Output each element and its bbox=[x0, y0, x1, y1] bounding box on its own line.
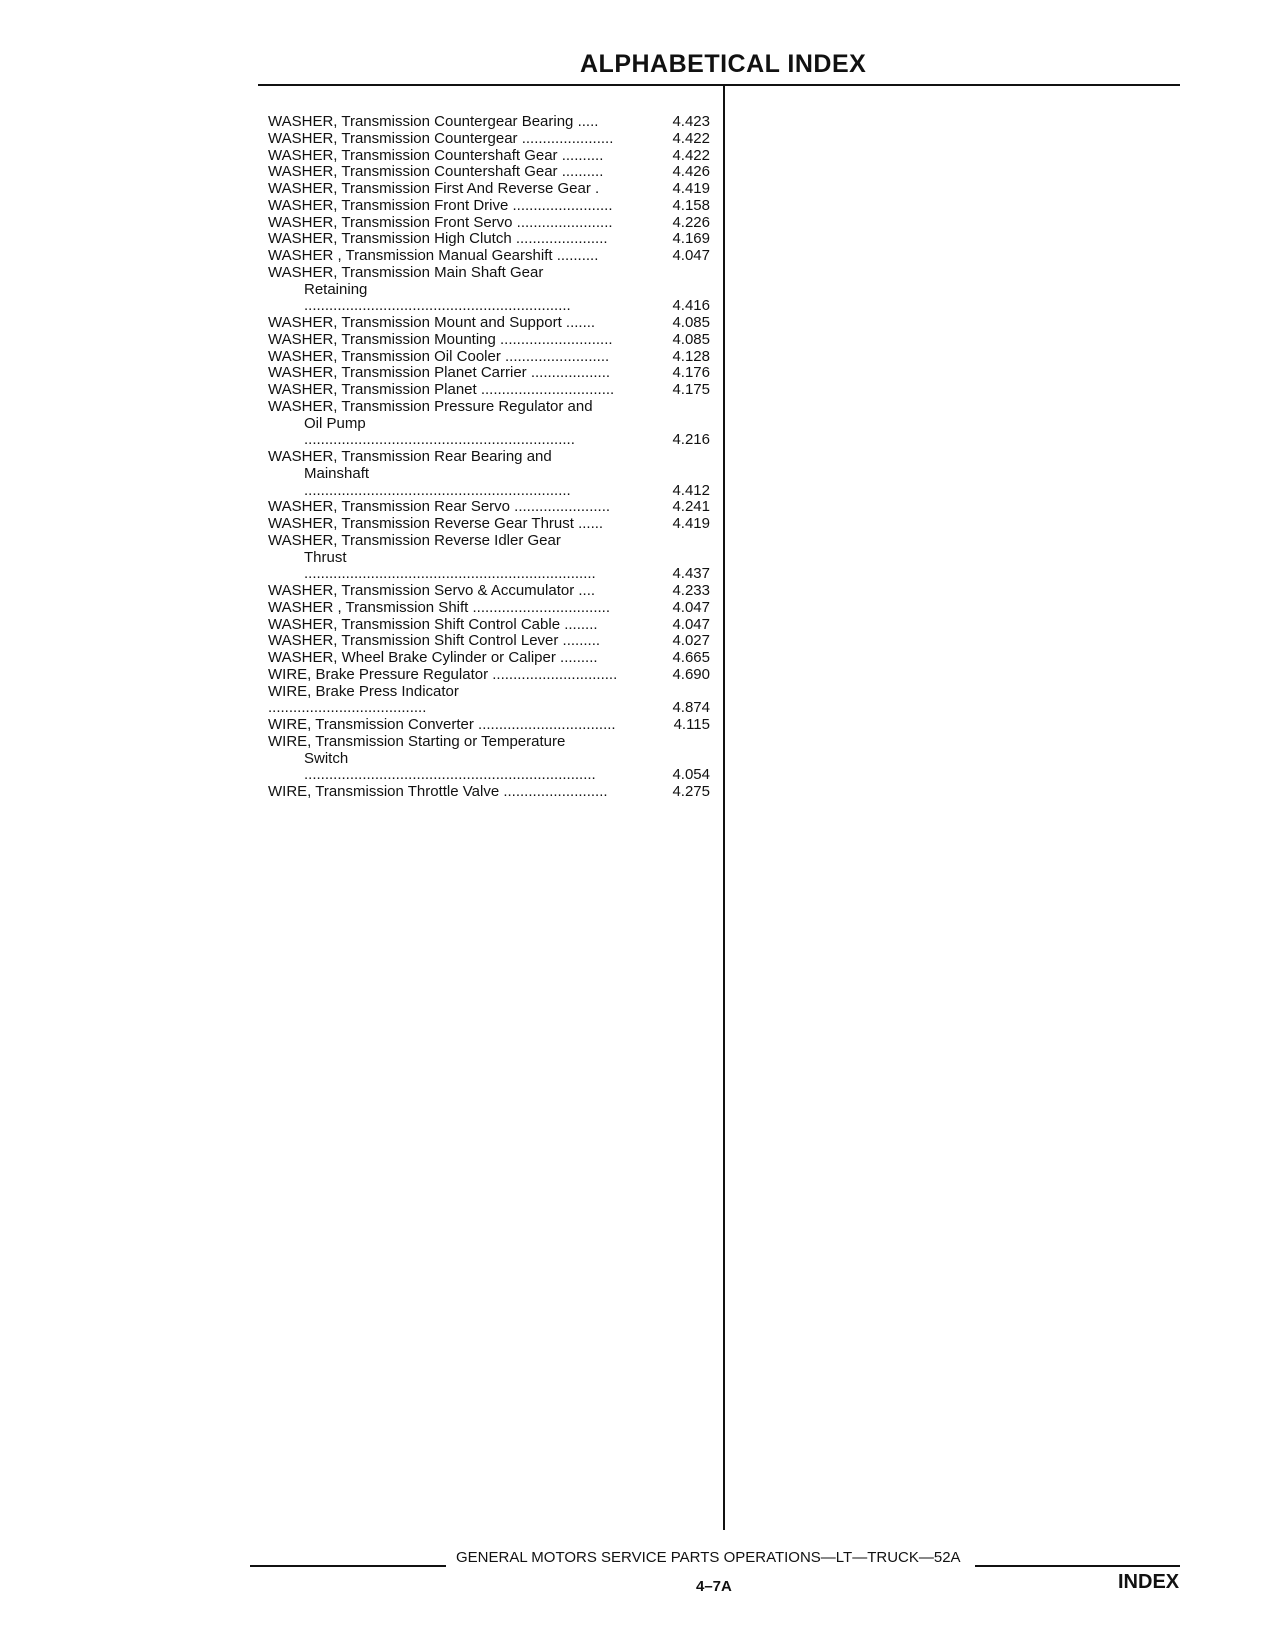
index-entry bbox=[268, 315, 718, 332]
index-entry bbox=[268, 617, 718, 634]
index-entry bbox=[268, 131, 718, 148]
entry-page-number: 4.085 bbox=[672, 330, 710, 348]
entry-page-number: 4.176 bbox=[672, 364, 710, 382]
entry-page-number: 4.437 bbox=[672, 565, 710, 583]
index-entry bbox=[268, 181, 718, 198]
entry-label: WIRE, Brake Pressure Regulator .............................. bbox=[268, 665, 618, 683]
entry-label: WASHER , Transmission Shift ................................. bbox=[268, 598, 611, 616]
entry-label: WASHER, Transmission Reverse Gear Thrust ...... bbox=[268, 515, 604, 532]
entry-page-number: 4.423 bbox=[672, 113, 710, 130]
entry-page-number: 4.216 bbox=[672, 431, 710, 449]
index-entry bbox=[268, 248, 718, 265]
entry-page-number: 4.426 bbox=[672, 163, 710, 181]
entry-page-number: 4.027 bbox=[672, 632, 710, 650]
entry-page-number: 4.412 bbox=[672, 481, 710, 499]
index-entry bbox=[268, 349, 718, 366]
entry-page-number: 4.085 bbox=[672, 314, 710, 331]
entry-label: WASHER , Transmission Manual Gearshift .......... bbox=[268, 247, 599, 264]
entry-page-number: 4.226 bbox=[672, 213, 710, 231]
index-entry bbox=[268, 717, 718, 734]
page-title: ALPHABETICAL INDEX bbox=[580, 50, 867, 78]
index-entry bbox=[268, 365, 718, 382]
entry-label: WASHER, Transmission Countergear Bearing ..... bbox=[268, 113, 599, 130]
entry-label: WASHER, Transmission High Clutch ...................... bbox=[268, 230, 608, 248]
index-entry bbox=[268, 600, 718, 617]
entry-label: WIRE, Transmission Throttle Valve ......................... bbox=[268, 783, 608, 800]
entry-label: WASHER, Transmission Front Servo ....................... bbox=[268, 213, 613, 231]
entry-page-number: 4.054 bbox=[672, 766, 710, 784]
index-entry bbox=[268, 231, 718, 248]
section-label: INDEX bbox=[1118, 1571, 1180, 1593]
entry-label: WIRE, Transmission Starting or Temperature bbox=[268, 732, 566, 750]
entry-label: WASHER, Transmission Oil Cooler ......................... bbox=[268, 347, 610, 365]
index-entry bbox=[268, 734, 718, 784]
entry-page-number: 4.419 bbox=[672, 180, 710, 197]
index-entry bbox=[268, 449, 718, 499]
index-entry bbox=[268, 382, 718, 399]
entry-label: WASHER, Transmission First And Reverse Gear . bbox=[268, 180, 600, 197]
entry-page-number: 4.175 bbox=[672, 381, 710, 398]
index-entry bbox=[268, 148, 718, 165]
entry-label: WASHER, Transmission Countershaft Gear .......... bbox=[268, 163, 604, 181]
entry-label-continuation: Retaining ................................................................ bbox=[304, 280, 571, 315]
footer-rule-left bbox=[250, 1565, 446, 1567]
index-entry bbox=[268, 399, 718, 449]
entry-page-number: 4.419 bbox=[672, 515, 710, 532]
entry-page-number: 4.422 bbox=[672, 129, 710, 147]
entry-label: WASHER, Transmission Countergear ...................... bbox=[268, 129, 614, 147]
entry-label: WIRE, Transmission Converter ................................. bbox=[268, 716, 616, 733]
entry-label: WASHER, Wheel Brake Cylinder or Caliper ......... bbox=[268, 649, 598, 666]
entry-page-number: 4.874 bbox=[672, 699, 710, 717]
entry-page-number: 4.158 bbox=[672, 196, 710, 214]
entry-label: WASHER, Transmission Mount and Support ....... bbox=[268, 314, 596, 331]
entry-label: WASHER, Transmission Front Drive ........................ bbox=[268, 196, 613, 214]
entry-page-number: 4.665 bbox=[672, 649, 710, 666]
index-entry bbox=[268, 499, 718, 516]
entry-label-continuation: Switch ...................................................................... bbox=[304, 749, 596, 784]
entry-label: WASHER, Transmission Mounting ........................... bbox=[268, 330, 613, 348]
entry-label-continuation: Oil Pump ................................................................. bbox=[304, 414, 575, 449]
index-entry bbox=[268, 784, 718, 801]
index-entry bbox=[268, 684, 718, 718]
entry-page-number: 4.275 bbox=[672, 783, 710, 800]
title-rule bbox=[258, 84, 1180, 86]
entry-label-continuation: Thrust ...................................................................... bbox=[304, 548, 596, 583]
entry-page-number: 4.047 bbox=[672, 247, 710, 264]
index-entry bbox=[268, 650, 718, 667]
entry-page-number: 4.422 bbox=[672, 146, 710, 164]
index-entry bbox=[268, 667, 718, 684]
entry-label: WASHER, Transmission Rear Bearing and bbox=[268, 448, 552, 465]
index-entry bbox=[268, 114, 718, 131]
entry-page-number: 4.128 bbox=[672, 347, 710, 365]
index-entry bbox=[268, 215, 718, 232]
footer-rule-right bbox=[975, 1565, 1180, 1567]
entry-label: WASHER, Transmission Servo & Accumulator .... bbox=[268, 582, 596, 599]
entry-page-number: 4.115 bbox=[673, 716, 710, 733]
column-divider bbox=[723, 86, 725, 1530]
entry-page-number: 4.233 bbox=[672, 582, 710, 599]
index-entry bbox=[268, 583, 718, 600]
index-entry bbox=[268, 265, 718, 315]
page-number: 4–7A bbox=[696, 1578, 732, 1595]
entry-label: WASHER, Transmission Shift Control Lever ......... bbox=[268, 632, 601, 650]
entry-label: WASHER, Transmission Shift Control Cable ........ bbox=[268, 615, 598, 633]
entry-page-number: 4.241 bbox=[672, 498, 710, 516]
entry-label: WASHER, Transmission Planet ................................ bbox=[268, 381, 615, 398]
footer-publisher: GENERAL MOTORS SERVICE PARTS OPERATIONS—LT—TRUCK—52A bbox=[456, 1549, 961, 1566]
index-entry bbox=[268, 332, 718, 349]
entry-page-number: 4.047 bbox=[672, 615, 710, 633]
index-entry bbox=[268, 516, 718, 533]
entry-label: WASHER, Transmission Rear Servo ....................... bbox=[268, 498, 611, 516]
index-list bbox=[268, 114, 718, 801]
index-entry bbox=[268, 164, 718, 181]
entry-label: WASHER, Transmission Planet Carrier ................... bbox=[268, 364, 611, 382]
entry-page-number: 4.047 bbox=[672, 598, 710, 616]
entry-label: WASHER, Transmission Reverse Idler Gear bbox=[268, 531, 561, 549]
entry-page-number: 4.169 bbox=[672, 230, 710, 248]
index-entry bbox=[268, 633, 718, 650]
entry-page-number: 4.690 bbox=[672, 665, 710, 683]
entry-page-number: 4.416 bbox=[672, 297, 710, 315]
index-entry bbox=[268, 198, 718, 215]
entry-label: WASHER, Transmission Countershaft Gear .......... bbox=[268, 146, 604, 164]
entry-label: WASHER, Transmission Main Shaft Gear bbox=[268, 263, 544, 281]
index-entry bbox=[268, 533, 718, 583]
entry-label: WASHER, Transmission Pressure Regulator and bbox=[268, 397, 593, 415]
entry-label-continuation: Mainshaft ................................................................ bbox=[304, 464, 571, 499]
entry-label: WIRE, Brake Press Indicator ...................................... bbox=[268, 682, 464, 717]
